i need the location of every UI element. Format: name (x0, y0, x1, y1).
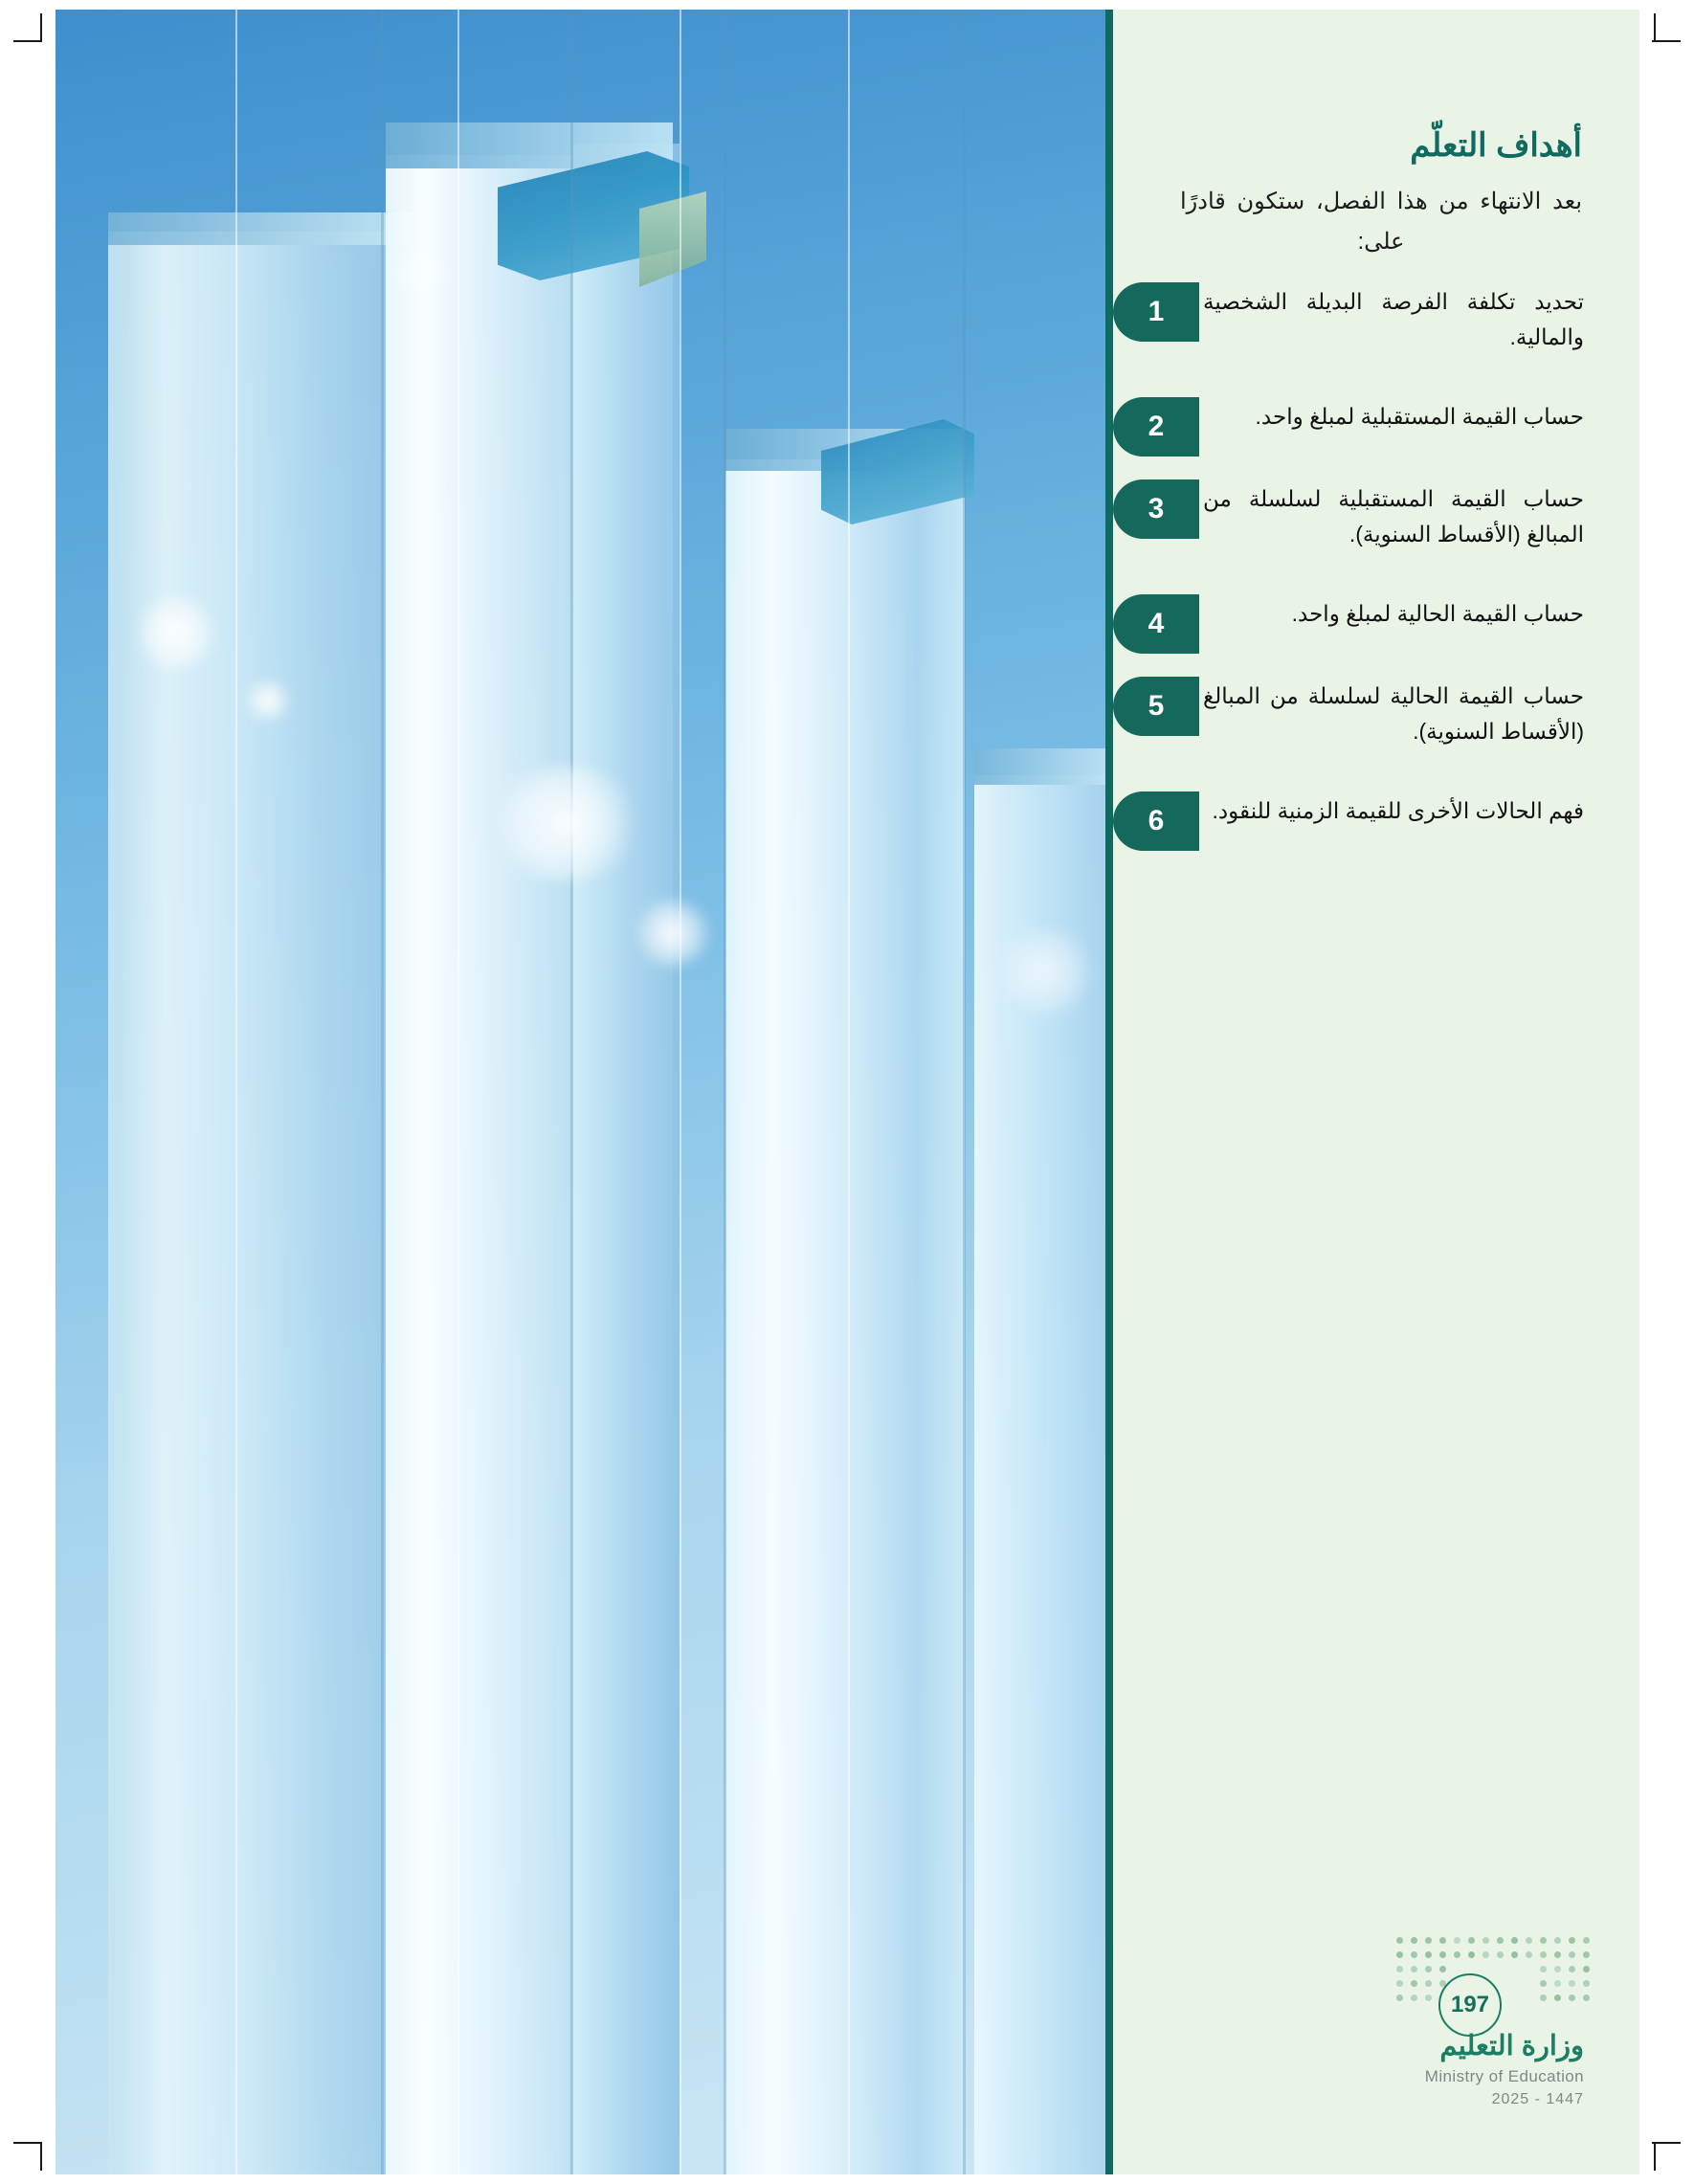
logo-dot (1425, 1937, 1432, 1944)
publication-year: 2025 - 1447 (1491, 2091, 1584, 2107)
objective-number-badge: 4 (1113, 594, 1199, 654)
logo-dot (1569, 1980, 1575, 1987)
objective-number-badge: 2 (1113, 397, 1199, 457)
logo-dot (1569, 1937, 1575, 1944)
logo-dot (1583, 1951, 1590, 1958)
logo-dot (1396, 1937, 1403, 1944)
objectives-list (1113, 282, 1639, 878)
logo-dot (1411, 1951, 1417, 1958)
list-item (1113, 791, 1639, 851)
glass-seam-1 (235, 10, 237, 2174)
logo-dot (1411, 1995, 1417, 2001)
logo-dot (1411, 1937, 1417, 1944)
logo-dot (1540, 1995, 1547, 2001)
crop-mark-bottom-left-v (40, 2142, 42, 2171)
glass-column-1 (108, 232, 424, 2174)
list-item (1113, 677, 1639, 765)
crop-mark-top-right-v (1654, 13, 1656, 42)
logo-dot (1497, 1951, 1504, 1958)
objective-text: حساب القيمة الحالية لمبلغ واحد. (1291, 601, 1584, 626)
glass-seam-4 (570, 10, 573, 2174)
glass-column-2-bevel (572, 144, 680, 2174)
logo-dot (1396, 1951, 1403, 1958)
light-reflection (243, 680, 293, 722)
logo-dot (1425, 1966, 1432, 1972)
logo-dot (1569, 1966, 1575, 1972)
logo-dot (1497, 1937, 1504, 1944)
glass-column-1-cap (108, 212, 424, 245)
crop-mark-bottom-left-h (13, 2142, 42, 2144)
logo-dot (1583, 1980, 1590, 1987)
glass-seam-2 (381, 10, 384, 2174)
logo-dot (1439, 1937, 1446, 1944)
logo-dot (1425, 1951, 1432, 1958)
crop-mark-bottom-right-h (1652, 2142, 1681, 2144)
light-reflection (993, 928, 1099, 1014)
logo-dot (1554, 1951, 1561, 1958)
objectives-intro: بعد الانتهاء من هذا الفصل، ستكون قادرًا على: (1180, 189, 1582, 255)
logo-dot (1540, 1951, 1547, 1958)
logo-dot (1439, 1951, 1446, 1958)
glass-seam-3 (457, 10, 459, 2174)
crop-mark-bottom-right-v (1654, 2142, 1656, 2171)
logo-dot (1425, 1995, 1432, 2001)
objectives-panel (1113, 10, 1639, 2174)
logo-dot (1526, 1951, 1532, 1958)
list-item (1113, 594, 1639, 654)
objective-number-badge: 3 (1113, 479, 1199, 539)
ministry-logo (1341, 1937, 1590, 2119)
logo-dot (1425, 1980, 1432, 1987)
logo-dot (1411, 1980, 1417, 1987)
logo-dot (1554, 1995, 1561, 2001)
logo-dot (1554, 1966, 1561, 1972)
light-reflection (481, 766, 649, 880)
crop-mark-top-right-h (1652, 40, 1681, 42)
photo-edge-stripe (1105, 10, 1113, 2174)
list-item (1113, 282, 1639, 370)
logo-dot (1526, 1937, 1532, 1944)
glass-seam-7 (848, 10, 850, 2174)
crop-mark-top-left-h (13, 40, 42, 42)
logo-dot (1439, 1966, 1446, 1972)
ministry-name-en: Ministry of Education (1424, 2067, 1584, 2085)
light-reflection (390, 249, 448, 297)
logo-dot (1468, 1937, 1475, 1944)
chapter-photo (56, 10, 1113, 2174)
list-item (1113, 479, 1639, 568)
logo-dot (1569, 1995, 1575, 2001)
objective-number-badge: 5 (1113, 677, 1199, 736)
page-number: 197 (1438, 1973, 1502, 2037)
glass-seam-8 (963, 10, 966, 2174)
logo-dot (1411, 1966, 1417, 1972)
logo-dot (1554, 1937, 1561, 1944)
objective-text: حساب القيمة المستقبلية لسلسلة من المبالغ (الأقساط السنوية). (1203, 486, 1584, 547)
light-reflection (630, 900, 716, 967)
objective-text: تحديد تكلفة الفرصة البديلة الشخصية والمالية. (1203, 289, 1584, 350)
logo-dot (1511, 1951, 1518, 1958)
ministry-name-ar: وزارة التعليم (1439, 2031, 1584, 2061)
logo-dot (1454, 1951, 1460, 1958)
logo-dot (1396, 1966, 1403, 1972)
logo-dot (1482, 1951, 1489, 1958)
logo-dot (1540, 1980, 1547, 1987)
logo-dot (1396, 1980, 1403, 1987)
objective-text: فهم الحالات الأخرى للقيمة الزمنية للنقود. (1212, 798, 1584, 823)
objective-text: حساب القيمة الحالية لسلسلة من المبالغ (الأقساط السنوية). (1203, 683, 1584, 745)
logo-dot (1454, 1937, 1460, 1944)
logo-dot (1396, 1995, 1403, 2001)
glass-column-4-cap (974, 748, 1113, 785)
light-reflection (130, 595, 222, 670)
glass-seam-5 (680, 10, 681, 2174)
logo-dot (1583, 1937, 1590, 1944)
logo-dot (1569, 1951, 1575, 1958)
glass-seam-6 (724, 10, 726, 2174)
logo-dot (1482, 1937, 1489, 1944)
page-title: أهداف التعلّم (1410, 127, 1582, 164)
logo-dot (1583, 1995, 1590, 2001)
logo-dot (1583, 1966, 1590, 1972)
glass-column-3 (725, 459, 965, 2174)
list-item (1113, 397, 1639, 457)
objective-text: حساب القيمة المستقبلية لمبلغ واحد. (1255, 404, 1584, 429)
logo-dot (1554, 1980, 1561, 1987)
logo-dot (1540, 1937, 1547, 1944)
objective-number-badge: 1 (1113, 282, 1199, 342)
textbook-page (56, 10, 1639, 2174)
objective-number-badge: 6 (1113, 791, 1199, 851)
logo-dot (1511, 1937, 1518, 1944)
logo-dot (1540, 1966, 1547, 1972)
crop-mark-top-left-v (40, 13, 42, 42)
logo-dot (1468, 1951, 1475, 1958)
